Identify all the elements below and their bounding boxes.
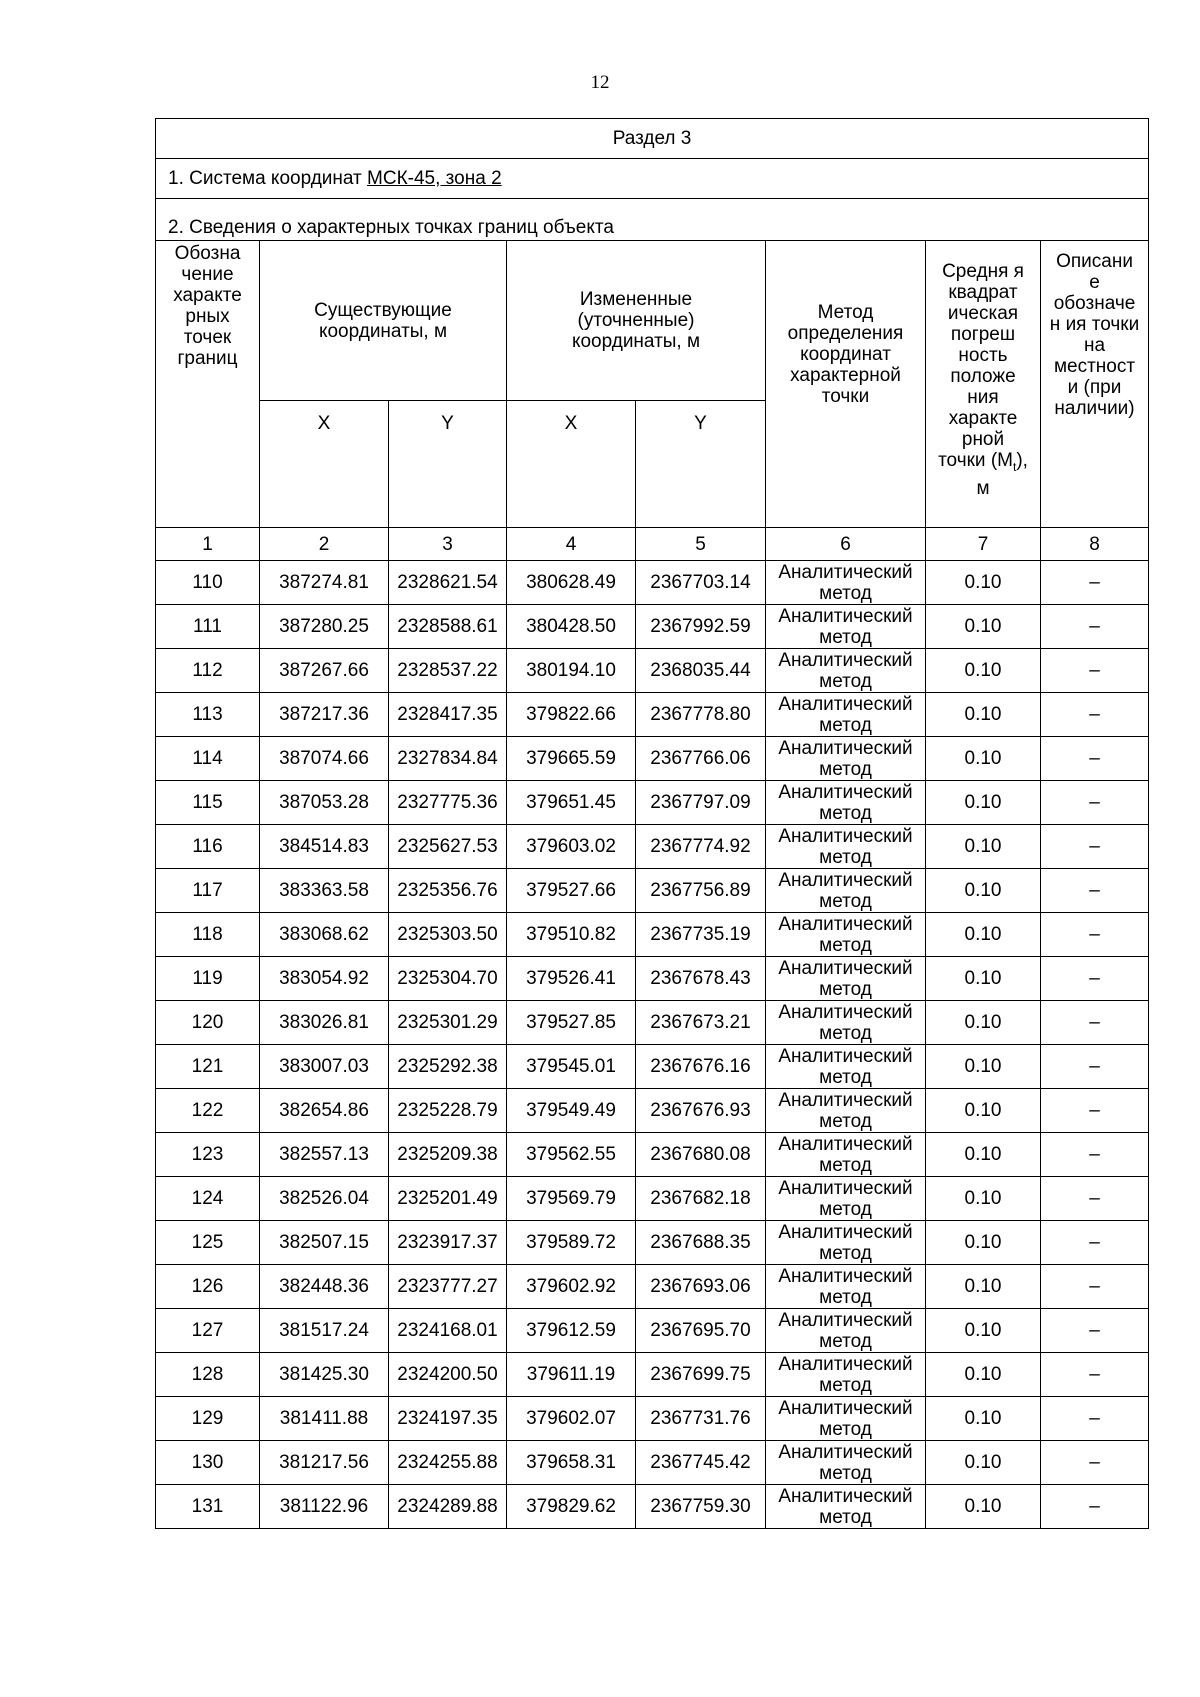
mean-error-cell: 0.10 [926, 1045, 1041, 1089]
column-number: 5 [636, 528, 766, 561]
changed-x-cell: 379510.82 [507, 913, 636, 957]
mean-error-cell: 0.10 [926, 957, 1041, 1001]
method-cell: Аналитический метод [766, 1441, 926, 1485]
page-number: 12 [590, 72, 610, 93]
method-cell: Аналитический метод [766, 1353, 926, 1397]
mean-error-cell: 0.10 [926, 693, 1041, 737]
method-cell: Аналитический метод [766, 1485, 926, 1529]
existing-x-cell: 387053.28 [260, 781, 389, 825]
description-cell: – [1041, 869, 1149, 913]
changed-x-cell: 379569.79 [507, 1177, 636, 1221]
method-cell: Аналитический метод [766, 869, 926, 913]
method-cell: Аналитический метод [766, 1045, 926, 1089]
changed-y-cell: 2367678.43 [636, 957, 766, 1001]
table-row [156, 1309, 1149, 1353]
changed-y-cell: 2367703.14 [636, 561, 766, 605]
method-cell: Аналитический метод [766, 737, 926, 781]
existing-y-cell: 2325627.53 [389, 825, 507, 869]
existing-x-cell: 381517.24 [260, 1309, 389, 1353]
method-cell: Аналитический метод [766, 1221, 926, 1265]
point-number-cell: 121 [156, 1045, 260, 1089]
changed-y-cell: 2367774.92 [636, 825, 766, 869]
column-number: 7 [926, 528, 1041, 561]
existing-y-cell: 2328417.35 [389, 693, 507, 737]
header-existing-coords: Существующие координаты, м [260, 241, 507, 401]
method-cell: Аналитический метод [766, 693, 926, 737]
changed-y-cell: 2367693.06 [636, 1265, 766, 1309]
changed-y-cell: 2367699.75 [636, 1353, 766, 1397]
changed-y-cell: 2367992.59 [636, 605, 766, 649]
mean-error-cell: 0.10 [926, 1001, 1041, 1045]
point-number-cell: 122 [156, 1089, 260, 1133]
description-cell: – [1041, 781, 1149, 825]
point-number-cell: 131 [156, 1485, 260, 1529]
section-title: Раздел 3 [156, 119, 1149, 159]
existing-y-cell: 2325228.79 [389, 1089, 507, 1133]
table-row [156, 737, 1149, 781]
table-row [156, 869, 1149, 913]
method-cell: Аналитический метод [766, 605, 926, 649]
changed-x-cell: 379822.66 [507, 693, 636, 737]
point-number-cell: 127 [156, 1309, 260, 1353]
existing-y-cell: 2325209.38 [389, 1133, 507, 1177]
changed-y-cell: 2367731.76 [636, 1397, 766, 1441]
changed-x-cell: 379602.92 [507, 1265, 636, 1309]
existing-x-cell: 383054.92 [260, 957, 389, 1001]
description-cell: – [1041, 1221, 1149, 1265]
changed-x-cell: 379611.19 [507, 1353, 636, 1397]
table-row [156, 1045, 1149, 1089]
coord-system-value: МСК-45, зона 2 [367, 168, 502, 189]
existing-y-cell: 2325301.29 [389, 1001, 507, 1045]
point-number-cell: 117 [156, 869, 260, 913]
description-cell: – [1041, 1353, 1149, 1397]
existing-x-cell: 382557.13 [260, 1133, 389, 1177]
point-number-cell: 115 [156, 781, 260, 825]
table-row [156, 1177, 1149, 1221]
existing-x-cell: 382526.04 [260, 1177, 389, 1221]
existing-x-cell: 387274.81 [260, 561, 389, 605]
mean-error-cell: 0.10 [926, 913, 1041, 957]
changed-x-cell: 379589.72 [507, 1221, 636, 1265]
method-cell: Аналитический метод [766, 1309, 926, 1353]
changed-x-cell: 379549.49 [507, 1089, 636, 1133]
existing-y-cell: 2325304.70 [389, 957, 507, 1001]
point-number-cell: 124 [156, 1177, 260, 1221]
existing-y-cell: 2324168.01 [389, 1309, 507, 1353]
changed-x-cell: 379527.85 [507, 1001, 636, 1045]
changed-y-cell: 2367695.70 [636, 1309, 766, 1353]
existing-x-cell: 382654.86 [260, 1089, 389, 1133]
description-cell: – [1041, 1001, 1149, 1045]
description-cell: – [1041, 737, 1149, 781]
changed-x-cell: 379651.45 [507, 781, 636, 825]
point-number-cell: 129 [156, 1397, 260, 1441]
header-existing-y: Y [389, 401, 507, 528]
existing-x-cell: 381122.96 [260, 1485, 389, 1529]
existing-y-cell: 2328621.54 [389, 561, 507, 605]
mean-error-cell: 0.10 [926, 1133, 1041, 1177]
coord-system-line [156, 159, 1149, 199]
header-method: Метод определения координат характерной точки [766, 241, 926, 528]
point-number-cell: 111 [156, 605, 260, 649]
mean-error-cell: 0.10 [926, 649, 1041, 693]
table-row [156, 1485, 1149, 1529]
point-number-cell: 128 [156, 1353, 260, 1397]
changed-x-cell: 379658.31 [507, 1441, 636, 1485]
changed-x-cell: 379526.41 [507, 957, 636, 1001]
point-number-cell: 125 [156, 1221, 260, 1265]
mean-error-cell: 0.10 [926, 781, 1041, 825]
point-number-cell: 130 [156, 1441, 260, 1485]
column-number: 8 [1041, 528, 1149, 561]
existing-x-cell: 382507.15 [260, 1221, 389, 1265]
description-cell: – [1041, 693, 1149, 737]
changed-y-cell: 2367680.08 [636, 1133, 766, 1177]
description-cell: – [1041, 1441, 1149, 1485]
changed-y-cell: 2367745.42 [636, 1441, 766, 1485]
existing-x-cell: 387074.66 [260, 737, 389, 781]
method-cell: Аналитический метод [766, 649, 926, 693]
point-number-cell: 118 [156, 913, 260, 957]
existing-x-cell: 384514.83 [260, 825, 389, 869]
existing-y-cell: 2324289.88 [389, 1485, 507, 1529]
description-cell: – [1041, 1177, 1149, 1221]
method-cell: Аналитический метод [766, 913, 926, 957]
changed-y-cell: 2367756.89 [636, 869, 766, 913]
table-row [156, 957, 1149, 1001]
description-cell: – [1041, 1045, 1149, 1089]
table-row [156, 913, 1149, 957]
existing-x-cell: 382448.36 [260, 1265, 389, 1309]
table-row [156, 1133, 1149, 1177]
changed-x-cell: 380428.50 [507, 605, 636, 649]
table-row [156, 1397, 1149, 1441]
header-mean-error-text: Средня я квадрат ическая погреш ность положе ния характе рной точки [938, 261, 1024, 471]
mean-error-cell: 0.10 [926, 561, 1041, 605]
table-row [156, 1353, 1149, 1397]
mean-error-cell: 0.10 [926, 1441, 1041, 1485]
existing-y-cell: 2323777.27 [389, 1265, 507, 1309]
point-number-cell: 126 [156, 1265, 260, 1309]
existing-y-cell: 2328537.22 [389, 649, 507, 693]
changed-y-cell: 2367676.16 [636, 1045, 766, 1089]
existing-y-cell: 2328588.61 [389, 605, 507, 649]
existing-y-cell: 2324255.88 [389, 1441, 507, 1485]
existing-x-cell: 381411.88 [260, 1397, 389, 1441]
table-row [156, 1441, 1149, 1485]
description-cell: – [1041, 561, 1149, 605]
mean-error-cell: 0.10 [926, 1265, 1041, 1309]
changed-y-cell: 2368035.44 [636, 649, 766, 693]
mean-error-cell: 0.10 [926, 1397, 1041, 1441]
point-number-cell: 114 [156, 737, 260, 781]
header-changed-y: Y [636, 401, 766, 528]
mean-error-cell: 0.10 [926, 737, 1041, 781]
table-row [156, 1089, 1149, 1133]
method-cell: Аналитический метод [766, 1265, 926, 1309]
changed-x-cell: 379545.01 [507, 1045, 636, 1089]
table-row [156, 781, 1149, 825]
point-number-cell: 116 [156, 825, 260, 869]
changed-y-cell: 2367688.35 [636, 1221, 766, 1265]
method-cell: Аналитический метод [766, 825, 926, 869]
column-number-row [156, 528, 1149, 561]
method-cell: Аналитический метод [766, 1133, 926, 1177]
changed-x-cell: 379665.59 [507, 737, 636, 781]
existing-y-cell: 2327775.36 [389, 781, 507, 825]
description-cell: – [1041, 605, 1149, 649]
changed-x-cell: 379612.59 [507, 1309, 636, 1353]
existing-y-cell: 2323917.37 [389, 1221, 507, 1265]
method-cell: Аналитический метод [766, 1089, 926, 1133]
existing-y-cell: 2325292.38 [389, 1045, 507, 1089]
existing-x-cell: 383026.81 [260, 1001, 389, 1045]
existing-y-cell: 2324200.50 [389, 1353, 507, 1397]
existing-x-cell: 383363.58 [260, 869, 389, 913]
existing-x-cell: 381425.30 [260, 1353, 389, 1397]
mean-error-cell: 0.10 [926, 1353, 1041, 1397]
mean-error-cell: 0.10 [926, 605, 1041, 649]
changed-y-cell: 2367673.21 [636, 1001, 766, 1045]
point-number-cell: 110 [156, 561, 260, 605]
changed-y-cell: 2367759.30 [636, 1485, 766, 1529]
changed-x-cell: 379829.62 [507, 1485, 636, 1529]
description-cell: – [1041, 957, 1149, 1001]
mean-error-cell: 0.10 [926, 869, 1041, 913]
coord-system-prefix: 1. Система координат [168, 168, 368, 189]
existing-y-cell: 2325303.50 [389, 913, 507, 957]
column-number: 3 [389, 528, 507, 561]
method-cell: Аналитический метод [766, 561, 926, 605]
description-cell: – [1041, 1309, 1149, 1353]
changed-y-cell: 2367797.09 [636, 781, 766, 825]
coordinates-table [155, 118, 1149, 1529]
existing-x-cell: 387280.25 [260, 605, 389, 649]
table-row [156, 605, 1149, 649]
method-cell: Аналитический метод [766, 1397, 926, 1441]
table-row [156, 1001, 1149, 1045]
description-cell: – [1041, 1089, 1149, 1133]
table-row [156, 825, 1149, 869]
method-cell: Аналитический метод [766, 957, 926, 1001]
changed-y-cell: 2367766.06 [636, 737, 766, 781]
mean-error-cell: 0.10 [926, 1309, 1041, 1353]
point-number-cell: 119 [156, 957, 260, 1001]
description-cell: – [1041, 1265, 1149, 1309]
existing-y-cell: 2325201.49 [389, 1177, 507, 1221]
table-row [156, 1265, 1149, 1309]
mean-error-cell: 0.10 [926, 1177, 1041, 1221]
table-row [156, 1221, 1149, 1265]
column-number: 6 [766, 528, 926, 561]
column-number: 2 [260, 528, 389, 561]
changed-y-cell: 2367682.18 [636, 1177, 766, 1221]
description-cell: – [1041, 1133, 1149, 1177]
existing-y-cell: 2327834.84 [389, 737, 507, 781]
existing-y-cell: 2324197.35 [389, 1397, 507, 1441]
changed-x-cell: 379602.07 [507, 1397, 636, 1441]
changed-x-cell: 379562.55 [507, 1133, 636, 1177]
description-cell: – [1041, 913, 1149, 957]
method-cell: Аналитический метод [766, 781, 926, 825]
mean-error-cell: 0.10 [926, 1485, 1041, 1529]
subtitle: 2. Сведения о характерных точках границ объекта [156, 199, 1149, 241]
existing-x-cell: 383007.03 [260, 1045, 389, 1089]
changed-x-cell: 379527.66 [507, 869, 636, 913]
table-row [156, 649, 1149, 693]
changed-y-cell: 2367778.80 [636, 693, 766, 737]
existing-x-cell: 387217.36 [260, 693, 389, 737]
existing-x-cell: 383068.62 [260, 913, 389, 957]
point-number-cell: 113 [156, 693, 260, 737]
mean-error-cell: 0.10 [926, 825, 1041, 869]
existing-x-cell: 387267.66 [260, 649, 389, 693]
table-row [156, 693, 1149, 737]
changed-x-cell: 380628.49 [507, 561, 636, 605]
method-cell: Аналитический метод [766, 1177, 926, 1221]
description-cell: – [1041, 649, 1149, 693]
header-description: Описани е обозначе н ия точки на местност и (при наличии) [1041, 241, 1149, 528]
mean-error-cell: 0.10 [926, 1221, 1041, 1265]
column-number: 4 [507, 528, 636, 561]
method-cell: Аналитический метод [766, 1001, 926, 1045]
changed-y-cell: 2367735.19 [636, 913, 766, 957]
mean-error-cell: 0.10 [926, 1089, 1041, 1133]
existing-y-cell: 2325356.76 [389, 869, 507, 913]
description-cell: – [1041, 1485, 1149, 1529]
header-point-designation: Обозна чение характе рных точек границ [156, 241, 260, 528]
changed-x-cell: 379603.02 [507, 825, 636, 869]
column-number: 1 [156, 528, 260, 561]
changed-x-cell: 380194.10 [507, 649, 636, 693]
table-row [156, 561, 1149, 605]
existing-x-cell: 381217.56 [260, 1441, 389, 1485]
header-existing-x: X [260, 401, 389, 528]
point-number-cell: 120 [156, 1001, 260, 1045]
description-cell: – [1041, 825, 1149, 869]
changed-y-cell: 2367676.93 [636, 1089, 766, 1133]
point-number-cell: 123 [156, 1133, 260, 1177]
header-changed-x: X [507, 401, 636, 528]
header-changed-coords: Измененные (уточненные) координаты, м [507, 241, 766, 401]
point-number-cell: 112 [156, 649, 260, 693]
description-cell: – [1041, 1397, 1149, 1441]
header-mean-error: Средня я квадрат ическая погреш ность положе ния характе рной точки $(M_t)$, м [926, 241, 1041, 528]
